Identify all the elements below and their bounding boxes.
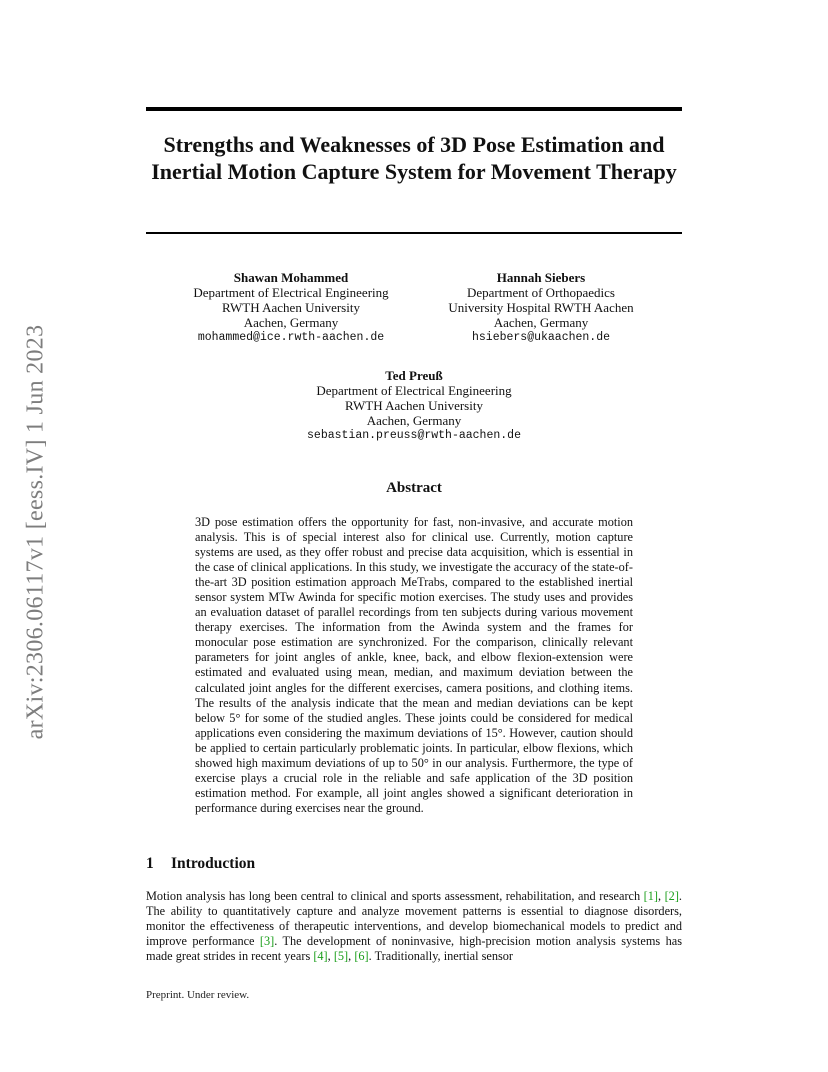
author-institution: RWTH Aachen University xyxy=(345,398,483,413)
author-name: Hannah Siebers xyxy=(496,270,586,285)
section-title: Introduction xyxy=(171,855,256,872)
citation-link[interactable]: [1] xyxy=(643,889,658,903)
intro-text-segment: , xyxy=(658,889,665,903)
section-heading-introduction xyxy=(146,855,255,873)
author-name: Shawan Mohammed xyxy=(233,270,349,285)
author-name: Ted Preuß xyxy=(385,368,443,383)
citation-link[interactable]: [5] xyxy=(333,949,349,964)
abstract-text: 3D pose estimation offers the opportunity for fast, non-invasive, and accurate motion analysis. This is of special interest also for clinical use. Currently, motion capture systems are used, as they offer robust and precise data acquisition, which is essential in the case of clinical applications. In this study, we investigate the accuracy of the state-of-the-art 3D position estimation approach MeTrabs, compared to the established inertial sensor system MTw Awinda for specific motion exercises. The study uses and provides an evaluation dataset of parallel recordings from ten subjects during various movement therapy exercises. The information from the Awinda system and the frames for monocular pose estimation are synchronized. For the comparison, clinically relevant parameters for joint angles of ankle, knee, back, and elbow flexion-extension were estimated and evaluated using mean, median, and maximum deviation between the calculated joint angles for the different exercises, camera positions, and clothing items. The results of the analysis indicate that the mean and median deviations can be kept below 5° for some of the studied angles. These joints could be considered for medical applications even considering the maximum deviations of 15°. However, caution should be applied to certain particularly problematic joints. In particular, elbow flexions, which showed high maximum deviations of up to 50° in our analysis. Furthermore, the type of exercise plays a crucial role in the reliable and safe application of the 3D position estimation method. For example, all joint angles showed a significant deterioration in performance during exercises near the ground. xyxy=(195,515,633,815)
author-block xyxy=(420,270,662,345)
author-department: Department of Orthopaedics xyxy=(466,285,615,300)
author-block xyxy=(166,270,416,345)
author-location: Aachen, Germany xyxy=(366,413,462,428)
title-top-rule xyxy=(146,107,682,111)
author-institution: University Hospital RWTH Aachen xyxy=(448,300,634,315)
title-bottom-rule xyxy=(146,232,682,234)
abstract-heading: Abstract xyxy=(386,480,442,496)
author-email[interactable]: hsiebers@ukaachen.de xyxy=(471,331,611,344)
author-institution: RWTH Aachen University xyxy=(222,300,360,315)
citation-link[interactable]: [2] xyxy=(664,889,679,903)
intro-text-segment: . Traditionally, inertial sensor xyxy=(368,949,514,964)
intro-text-segment: . The ability to quantitatively capture and analyze movement patterns is essential to diagnose disorders, monitor the effectiveness of therapeutic interventions, and develop biomechanical models to predict and improve performance xyxy=(146,889,682,949)
section-number: 1 xyxy=(146,855,154,872)
author-department: Department of Electrical Engineering xyxy=(316,383,512,398)
author-email[interactable]: mohammed@ice.rwth-aachen.de xyxy=(197,331,385,344)
author-email[interactable]: sebastian.preuss@rwth-aachen.de xyxy=(307,429,521,442)
intro-text-segment: . The development of noninvasive, high-precision motion analysis systems has made great strides in recent years xyxy=(146,934,682,964)
paper-title: Strengths and Weaknesses of 3D Pose Estimation and Inertial Motion Capture System for Movement Therapy xyxy=(151,132,677,184)
author-location: Aachen, Germany xyxy=(493,315,589,330)
author-block xyxy=(264,368,564,443)
author-location: Aachen, Germany xyxy=(243,315,339,330)
citation-link[interactable]: [6] xyxy=(354,949,369,964)
intro-text-segment: , xyxy=(348,949,355,964)
citation-link[interactable]: [4] xyxy=(313,949,328,964)
author-department: Department of Electrical Engineering xyxy=(193,285,389,300)
intro-text-segment: , xyxy=(327,949,334,964)
intro-text-segment: Motion analysis has long been central to clinical and sports assessment, rehabilitation, and research xyxy=(146,889,644,903)
arxiv-identifier[interactable]: arXiv:2306.06117v1 [eess.IV] 1 Jun 2023 xyxy=(22,324,49,740)
citation-link[interactable]: [3] xyxy=(259,934,275,949)
introduction-text xyxy=(146,889,682,964)
page-footer: Preprint. Under review. xyxy=(146,989,250,1001)
